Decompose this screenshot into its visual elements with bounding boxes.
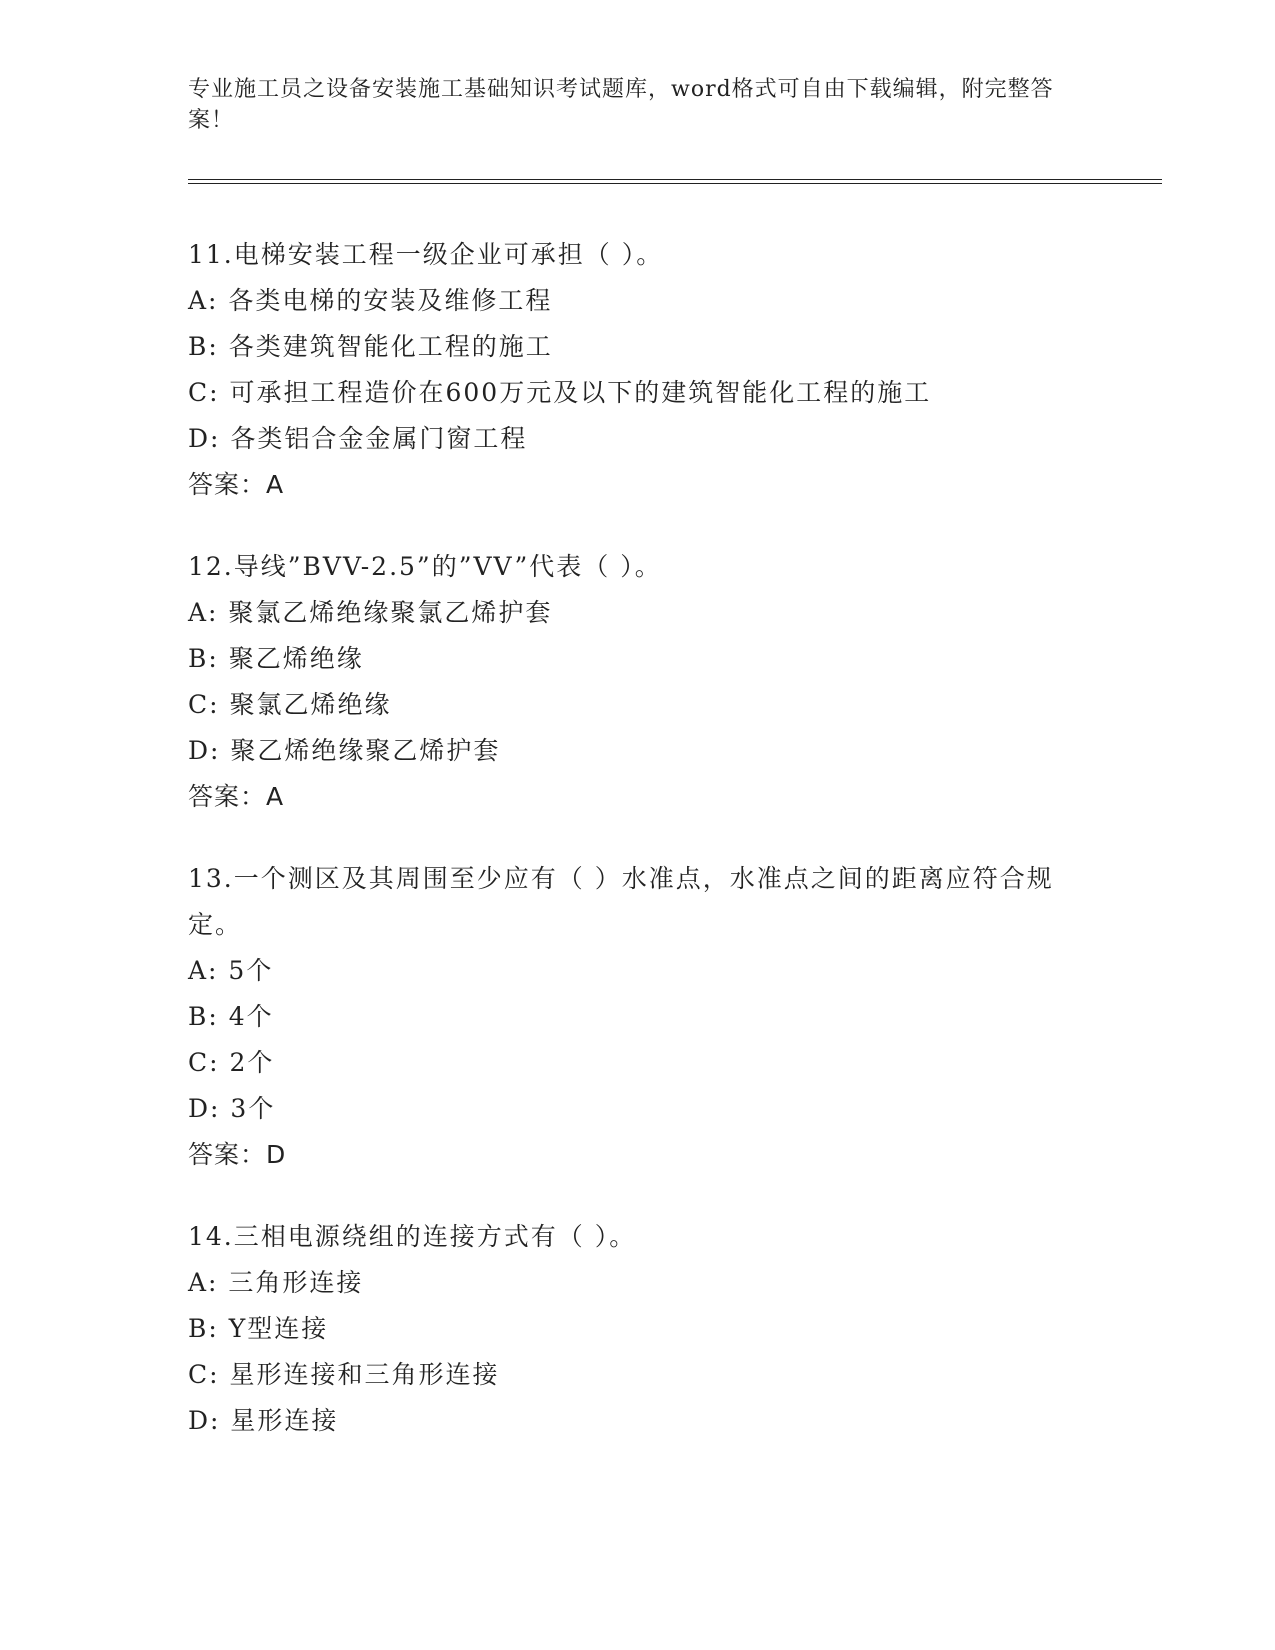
option-c: C: 星形连接和三角形连接 [188, 1360, 500, 1389]
option-b: B: 各类建筑智能化工程的施工 [188, 332, 553, 361]
question-item [188, 856, 1088, 1178]
option-a: A: 5个 [188, 956, 274, 985]
option-b: B: 聚乙烯绝缘 [188, 644, 364, 673]
question-stem: 12.导线”BVV-2.5”的”VV”代表（ ）。 [188, 552, 662, 581]
answer-line: 答案：A [188, 470, 285, 499]
document-title: 专业施工员之设备安装施工基础知识考试题库，word格式可自由下载编辑，附完整答案！ [188, 77, 1054, 133]
option-b: B: Y型连接 [188, 1314, 329, 1343]
option-d: D: 星形连接 [188, 1406, 339, 1435]
question-stem: 14.三相电源绕组的连接方式有（ ）。 [188, 1222, 637, 1251]
answer-line: 答案：D [188, 1140, 287, 1169]
option-c: C: 聚氯乙烯绝缘 [188, 690, 392, 719]
option-b: B: 4个 [188, 1002, 274, 1031]
option-c: C: 2个 [188, 1048, 275, 1077]
option-d: D: 聚乙烯绝缘聚乙烯护套 [188, 736, 501, 765]
question-stem: 13.一个测区及其周围至少应有（ ）水准点，水准点之间的距离应符合规定。 [188, 864, 1054, 939]
question-stem: 11.电梯安装工程一级企业可承担（ ）。 [188, 240, 664, 269]
option-a: A: 聚氯乙烯绝缘聚氯乙烯护套 [188, 598, 553, 627]
question-item [188, 1214, 1088, 1444]
question-list [188, 232, 1088, 1480]
option-a: A: 各类电梯的安装及维修工程 [188, 286, 553, 315]
answer-line: 答案：A [188, 782, 285, 811]
option-a: A: 三角形连接 [188, 1268, 364, 1297]
question-item [188, 544, 1088, 820]
page-header [188, 74, 1068, 136]
option-c: C: 可承担工程造价在600万元及以下的建筑智能化工程的施工 [188, 378, 932, 407]
header-divider [188, 179, 1162, 184]
option-d: D: 3个 [188, 1094, 276, 1123]
option-d: D: 各类铝合金金属门窗工程 [188, 424, 528, 453]
question-item [188, 232, 1088, 508]
